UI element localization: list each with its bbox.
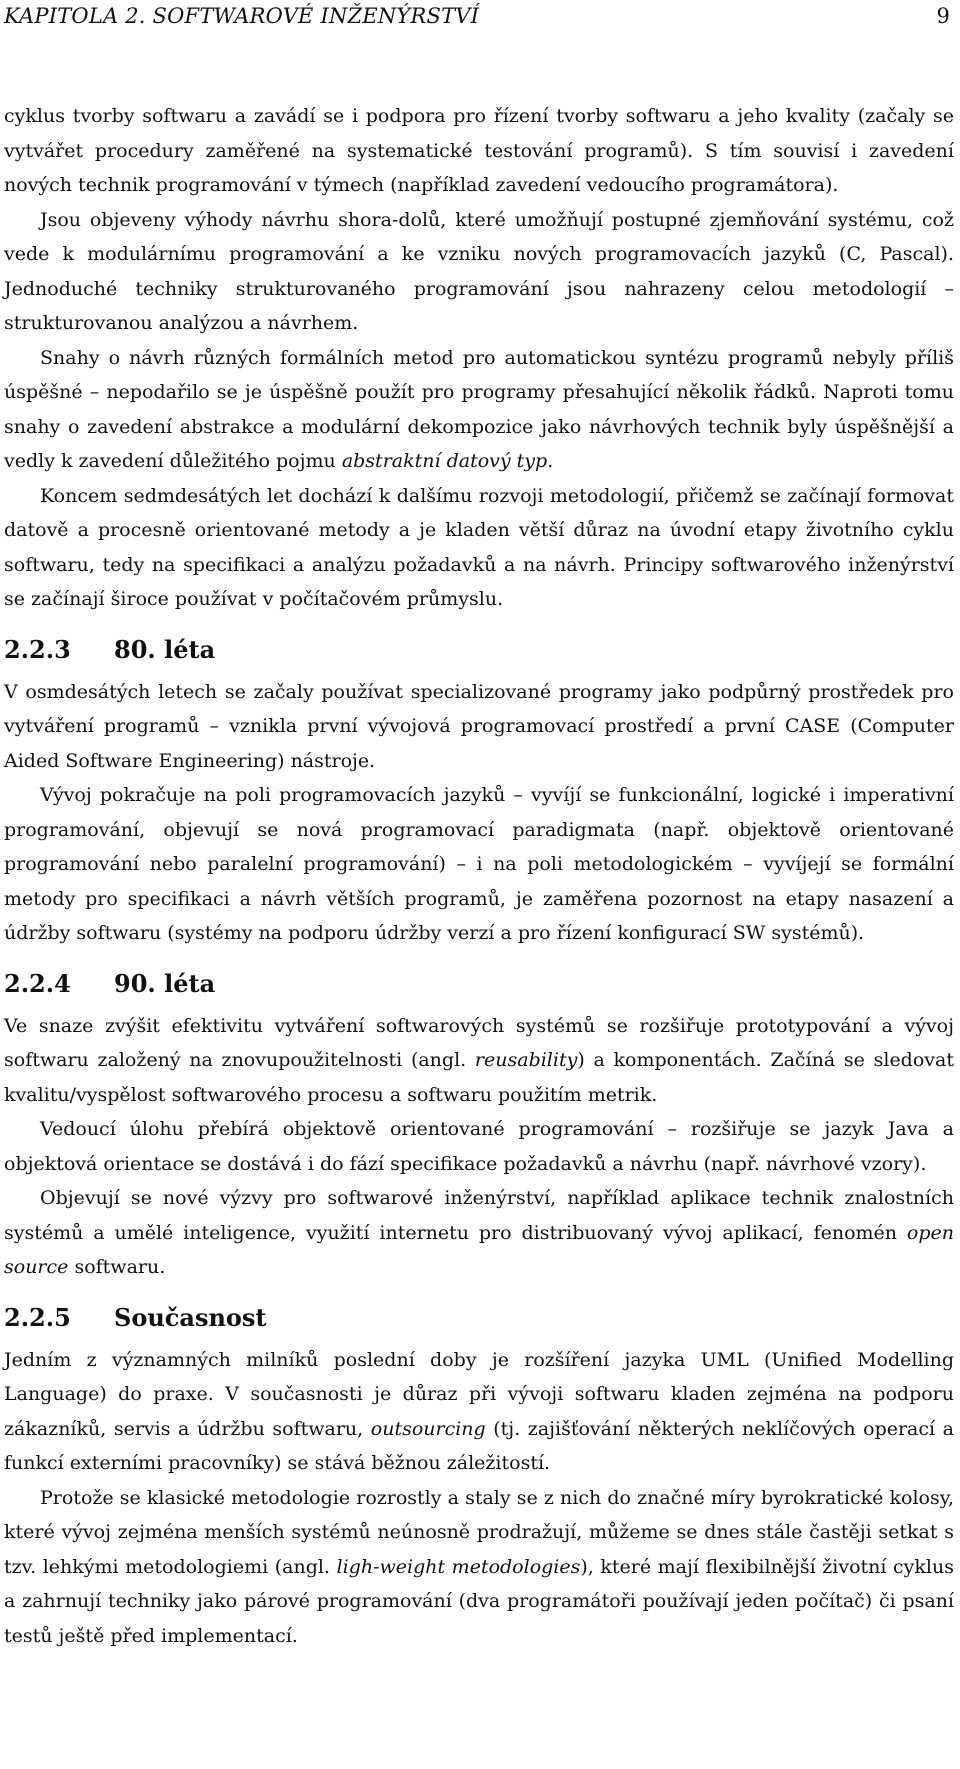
text-run: Snahy o návrh různých formálních metod pro automatickou syntézu programů nebyly příliš úspěšné – nepodařilo se je úspěšně použít pro programy přesahující několik řádků. Naproti tomu snahy o zavedení abstrakce a modulární dekompozice jako návrhových technik byly úspěšnější a vedly k zavedení důležitého pojmu [4, 346, 954, 472]
text-run: Objevují se nové výzvy pro softwarové inženýrství, například aplikace technik znalostních systémů a umělé inteligence, využití internetu pro distribuovaný vývoj aplikací, fenomén [4, 1187, 954, 1244]
section-title: 90. léta [114, 968, 216, 998]
section-title: 80. léta [114, 634, 216, 664]
term-emphasis: abstraktní datový typ [341, 450, 548, 472]
text-run: (tj. zajišťování některých neklíčových operací a funkcí externími pracovníky) se stává běžnou záležitostí. [4, 1417, 954, 1474]
text-run: softwaru. [68, 1256, 166, 1278]
page-body [4, 99, 954, 1653]
paragraph [4, 341, 954, 479]
text-run: . [547, 450, 554, 472]
term-emphasis: reusability [474, 1049, 578, 1071]
text-run: ) a komponentách. Začíná se sledovat kvalitu/vyspělost softwarového procesu a softwaru použitím metrik. [4, 1049, 954, 1106]
text-run: ), které mají flexibilnější životní cyklus a zahrnují techniky jako párové programování (dva programátoři používají jeden počítač) či psaní testů ještě před implementací. [4, 1555, 954, 1647]
term-emphasis: outsourcing [370, 1417, 486, 1440]
paragraph: Jsou objeveny výhody návrhu shora-dolů, které umožňují postupné zjemňování systému, což vede k modulárnímu programování a ke vzniku nových programovacích jazyků (C, Pascal). Jednoduché techniky strukturovaného programování jsou nahrazeny celou metodologií – strukturovanou analýzou a návrhem. [4, 208, 954, 334]
paragraph [4, 1009, 954, 1113]
text-run: Protože se klasické metodologie rozrostly a staly se z nich do značné míry byrokratické kolosy, které vývoj zejména menších systémů neúnosně prodražují, můžeme se dnes stále častěji setkat s tzv. lehkými metodologiemi (angl. [4, 1486, 954, 1578]
text-run: Ve snaze zvýšit efektivitu vytváření softwarových systémů se rozšiřuje prototypování a vývoj softwaru založený na znovupoužitelnosti (angl. [4, 1014, 954, 1071]
paragraph: cyklus tvorby softwaru a zavádí se i podpora pro řízení tvorby softwaru a jeho kvality (začaly se vytvářet procedury zaměřené na systematické testování programů). S tím souvisí i zavedení nových technik programování v týmech (například zavedení vedoucího programátora). [4, 105, 954, 196]
text-run: Jedním z významných milníků poslední doby je rozšíření jazyka UML (Unified Modelling Language) do praxe. V současnosti je důraz při vývoji softwaru kladen zejména na podporu zákazníků, servis a údržbu softwaru, [4, 1348, 954, 1440]
paragraph [4, 1481, 954, 1654]
paragraph [4, 1181, 954, 1285]
term-emphasis: ligh-weight metodologies [336, 1555, 581, 1578]
page-number: 9 [936, 4, 950, 28]
paragraph: V osmdesátých letech se začaly používat specializované programy jako podpůrný prostředek pro vytváření programů – vznikla první vývojová programovací prostředí a první CASE (Computer Aided Software Engineering) nástroje. [4, 680, 954, 772]
paragraph: Koncem sedmdesátých let dochází k dalšímu rozvoji metodologií, přičemž se začínají formovat datově a procesně orientované metody a je kladen větší důraz na úvodní etapy životního cyklu softwaru, tedy na specifikaci a analýzu požadavků a na návrh. Principy softwarového inženýrství se začínají široce používat v počítačovém průmyslu. [4, 484, 954, 610]
paragraph: Vývoj pokračuje na poli programovacích jazyků – vyvíjí se funkcionální, logické i imperativní programování, objevují se nová programovací paradigmata (např. objektově orientované programování nebo paralelní programování) – i na poli metodologickém – vyvíjejí se formální metody pro specifikaci a návrh větších programů, je zaměřena pozornost na etapy nasazení a údržby softwaru (systémy na podporu údržby verzí a pro řízení konfigurací SW systémů). [4, 784, 954, 944]
paragraph: Vedoucí úlohu přebírá objektově orientované programování – rozšiřuje se jazyk Java a objektová orientace se dostává i do fází specifikace požadavků a návrhu (např. návrhové vzory). [4, 1118, 954, 1175]
section-heading-2-2-4 [4, 965, 954, 1003]
paragraph [4, 1343, 954, 1481]
running-header [4, 4, 950, 38]
section-heading-2-2-3 [4, 631, 954, 669]
section-title: Současnost [114, 1302, 267, 1332]
term-emphasis: open source [4, 1221, 954, 1278]
section-heading-2-2-5 [4, 1299, 954, 1337]
section-number: 2.2.4 [4, 968, 71, 998]
section-number: 2.2.3 [4, 634, 71, 664]
section-number: 2.2.5 [4, 1302, 71, 1332]
chapter-title: KAPITOLA 2. SOFTWAROVÉ INŽENÝRSTVÍ [4, 4, 480, 28]
